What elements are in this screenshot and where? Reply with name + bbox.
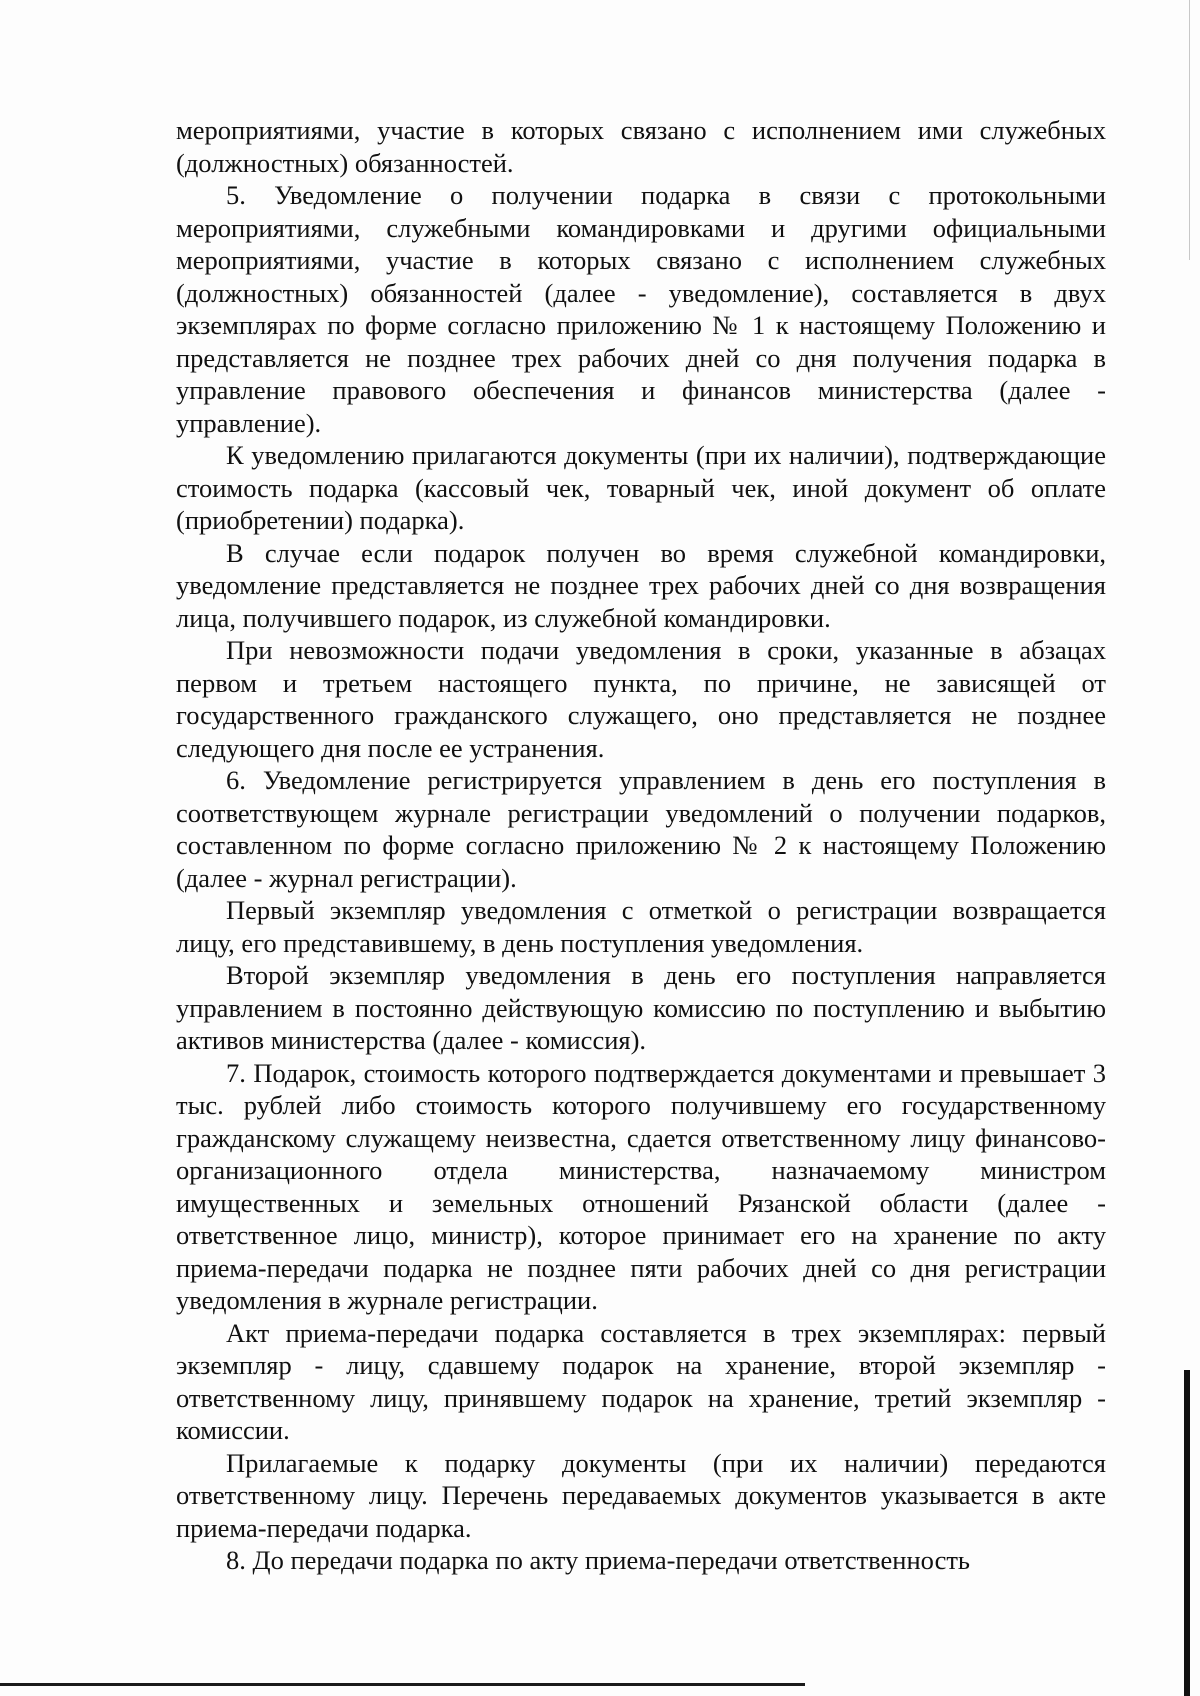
paragraph-first-copy: Первый экземпляр уведомления с отметкой о регистрации возвращается лицу, его представившему, в день поступления уведомления. — [176, 895, 1106, 958]
paragraph-impossibility: При невозможности подачи уведомления в сроки, указанные в абзацах первом и третьем настоящего пункта, по причине, не зависящей от государственного гражданского служащего, оно представляется не позднее следующего дня после ее устранения. — [176, 635, 1106, 763]
paragraph-attached-documents: Прилагаемые к подарку документы (при их наличии) передаются ответственному лицу. Перечень передаваемых документов указывается в акте приема-передачи подарка. — [176, 1447, 1106, 1543]
paragraph-business-trip: В случае если подарок получен во время служебной командировки, уведомление представляется не позднее трех рабочих дней со дня возвращения лица, получившего подарок, из служебной командировки. — [176, 537, 1106, 633]
paragraph-item-7: 7. Подарок, стоимость которого подтверждается документами и превышает 3 тыс. рублей либо стоимость которого получившему его государственному гражданскому служащему неизвестна, сдается ответственному лицу финансово-организационного отдела министерства, назначаемому министром имущественных и земельных отношений Рязанской области (далее - ответственное лицо, министр), которое принимает его на хранение по акту приема-передачи подарка не позднее пяти рабочих дней со дня регистрации уведомления в журнале регистрации. — [176, 1057, 1106, 1315]
scan-edge-mark — [1189, 0, 1190, 260]
paragraph-transfer-act: Акт приема-передачи подарка составляется в трех экземплярах: первый экземпляр - лицу, сдавшему подарок на хранение, второй экземпляр - ответственному лицу, принявшему подарок на хранение, третий экземпляр - комиссии. — [176, 1317, 1106, 1445]
scan-right-edge — [1184, 1370, 1190, 1696]
paragraph-item-5: 5. Уведомление о получении подарка в связи с протокольными мероприятиями, служебными командировками и другими официальными мероприятиями, участие в которых связано с исполнением служебных (должностных) обязанностей (далее - уведомление), составляется в двух экземплярах по форме согласно приложению № 1 к настоящему Положению и представляется не позднее трех рабочих дней со дня получения подарка в управление правового обеспечения и финансов министерства (далее - управление). — [176, 180, 1106, 438]
paragraph-item-6: 6. Уведомление регистрируется управлением в день его поступления в соответствующем журнале регистрации уведомлений о получении подарков, составленном по форме согласно приложению № 2 к настоящему Положению (далее - журнал регистрации). — [176, 765, 1106, 893]
paragraph-item-8: 8. До передачи подарка по акту приема-передачи ответственность — [226, 1545, 970, 1575]
scan-bottom-line — [0, 1683, 805, 1686]
document-body — [176, 114, 1106, 1577]
paragraph-second-copy: Второй экземпляр уведомления в день его поступления направляется управлением в постоянно действующую комиссию по поступлению и выбытию активов министерства (далее - комиссия). — [176, 960, 1106, 1055]
paragraph-continuation: мероприятиями, участие в которых связано с исполнением ими служебных (должностных) обязанностей. — [176, 115, 1106, 178]
paragraph-attachments: К уведомлению прилагаются документы (при их наличии), подтверждающие стоимость подарка (кассовый чек, товарный чек, иной документ об оплате (приобретении) подарка). — [176, 440, 1106, 535]
